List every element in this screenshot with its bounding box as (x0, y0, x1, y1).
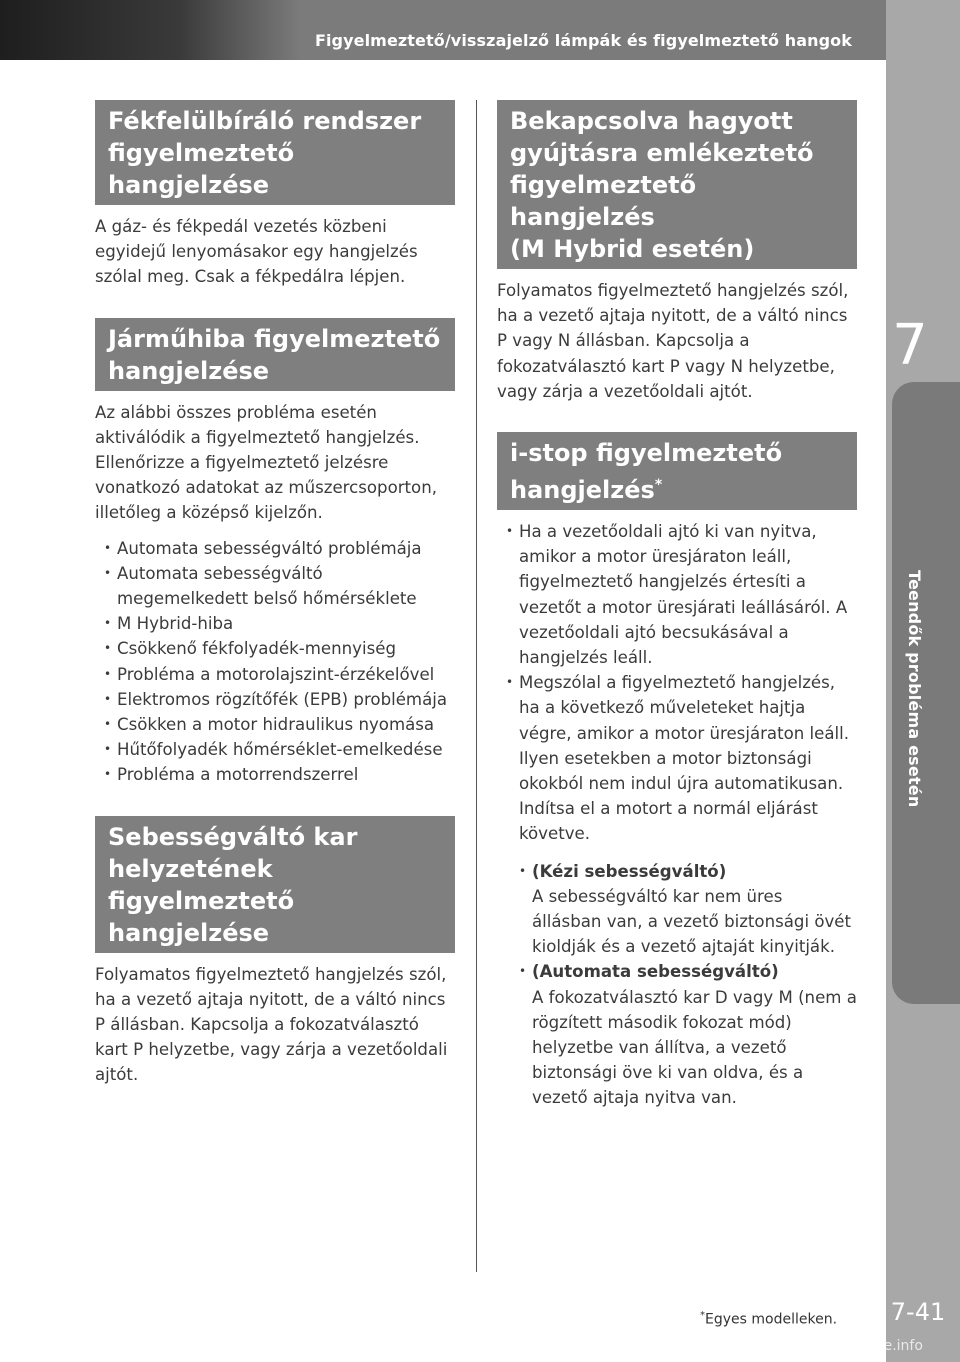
footnote-marker: * (654, 477, 663, 494)
list-item: • Csökkenő fékfolyadék-mennyiség (95, 636, 455, 661)
list-item: • Automata sebességváltó problémája (95, 536, 455, 561)
left-column (95, 100, 455, 1088)
ignition-reminder-text: Folyamatos figyelmeztető hangjelzés szól, ha a vezető ajtaja nyitott, de a váltó nincs P vagy N állásban. Kapcsolja a fokozatválasztó kart P vagy N helyzetbe, vagy zárja a vezetőoldali ajtót. (497, 281, 849, 401)
watermark: carmanualsonline.info (768, 1338, 923, 1354)
list-item: • (Kézi sebességváltó) A sebességváltó kar nem üres állásban van, a vezető biztonsági övét kioldják és a vezető ajtaját kinyitják. (497, 859, 857, 960)
list-item: • Ha a vezetőoldali ajtó ki van nyitva, amikor a motor üresjáraton leáll, figyelmeztető hangjelzés értesíti a vezetőt a motor üresjárati leállásáról. A vezetőoldali ajtó becsukásával a hangjelzés leáll. (497, 519, 857, 670)
section-heading-shift-lever: Sebességváltó kar helyzetének figyelmeztető hangjelzése (95, 816, 455, 953)
page-number: 7-41 (890, 1298, 946, 1326)
section-heading-istop: i-stop figyelmeztető hangjelzés* (497, 432, 857, 510)
right-column (497, 100, 857, 1111)
header-bar (0, 0, 886, 60)
list-item: • Megszólal a figyelmeztető hangjelzés, ha a következő műveleteket hajtja végre, amikor a motor üresjáraton leáll. Ilyen esetekben a motor biztonsági okokból nem indul újra automatikusan. Indítsa el a motort a normál eljárást követve. (497, 670, 857, 846)
chapter-tab (892, 382, 960, 1004)
list-item: • (Automata sebességváltó) A fokozatválasztó kar D vagy M (nem a rögzített második fokozat mód) helyzetbe van állítva, a vezető biztonsági öve ki van oldva, és a vezető ajtaja nyitva van. (497, 959, 857, 1110)
shift-lever-text: Folyamatos figyelmeztető hangjelzés szól, ha a vezető ajtaja nyitott, de a váltó nincs P állásban. Kapcsolja a fokozatválasztó kart P helyzetbe, vagy zárja a vezetőoldali ajtót. (95, 964, 448, 1085)
list-item: • M Hybrid-hiba (95, 611, 455, 636)
chapter-number: 7 (892, 313, 928, 378)
header-gradient (0, 0, 300, 60)
section-heading-ignition-reminder: Bekapcsolva hagyott gyújtásra emlékeztető figyelmeztető hangjelzés (M Hybrid esetén) (497, 100, 857, 269)
vehicle-fault-text: Az alábbi összes probléma esetén aktiválódik a figyelmeztető hangjelzés. Ellenőrizze a figyelmeztető jelzésre vonatkozó adatokat az műszercsoporton, illetőleg a középső kijelzőn. (95, 402, 438, 523)
list-item: • Hűtőfolyadék hőmérséklet-emelkedése (95, 737, 455, 762)
header-title: Figyelmeztető/visszajelző lámpák és figyelmeztető hangok (314, 31, 852, 50)
list-item: • Automata sebességváltó megemelkedett belső hőmérséklete (95, 561, 455, 611)
list-item: • Probléma a motorrendszerrel (95, 762, 455, 787)
brake-override-text: A gáz- és fékpedál vezetés közbeni egyidejű lenyomásakor egy hangjelzés szólal meg. Csak a fékpedálra lépjen. (95, 217, 418, 287)
chapter-title: Teendők probléma esetén (905, 570, 924, 808)
footnote: *Egyes modelleken. (700, 1310, 838, 1328)
list-item: • Elektromos rögzítőfék (EPB) problémája (95, 687, 455, 712)
section-heading-vehicle-fault: Járműhiba figyelmeztető hangjelzése (95, 318, 455, 391)
fault-list (95, 536, 455, 788)
istop-sublist (497, 859, 857, 1111)
list-item: • Csökken a motor hidraulikus nyomása (95, 712, 455, 737)
istop-list (497, 519, 857, 847)
list-item: • Probléma a motorolajszint-érzékelővel (95, 662, 455, 687)
section-heading-brake-override: Fékfelülbíráló rendszer figyelmeztető hangjelzése (95, 100, 455, 205)
column-divider (476, 100, 477, 1272)
